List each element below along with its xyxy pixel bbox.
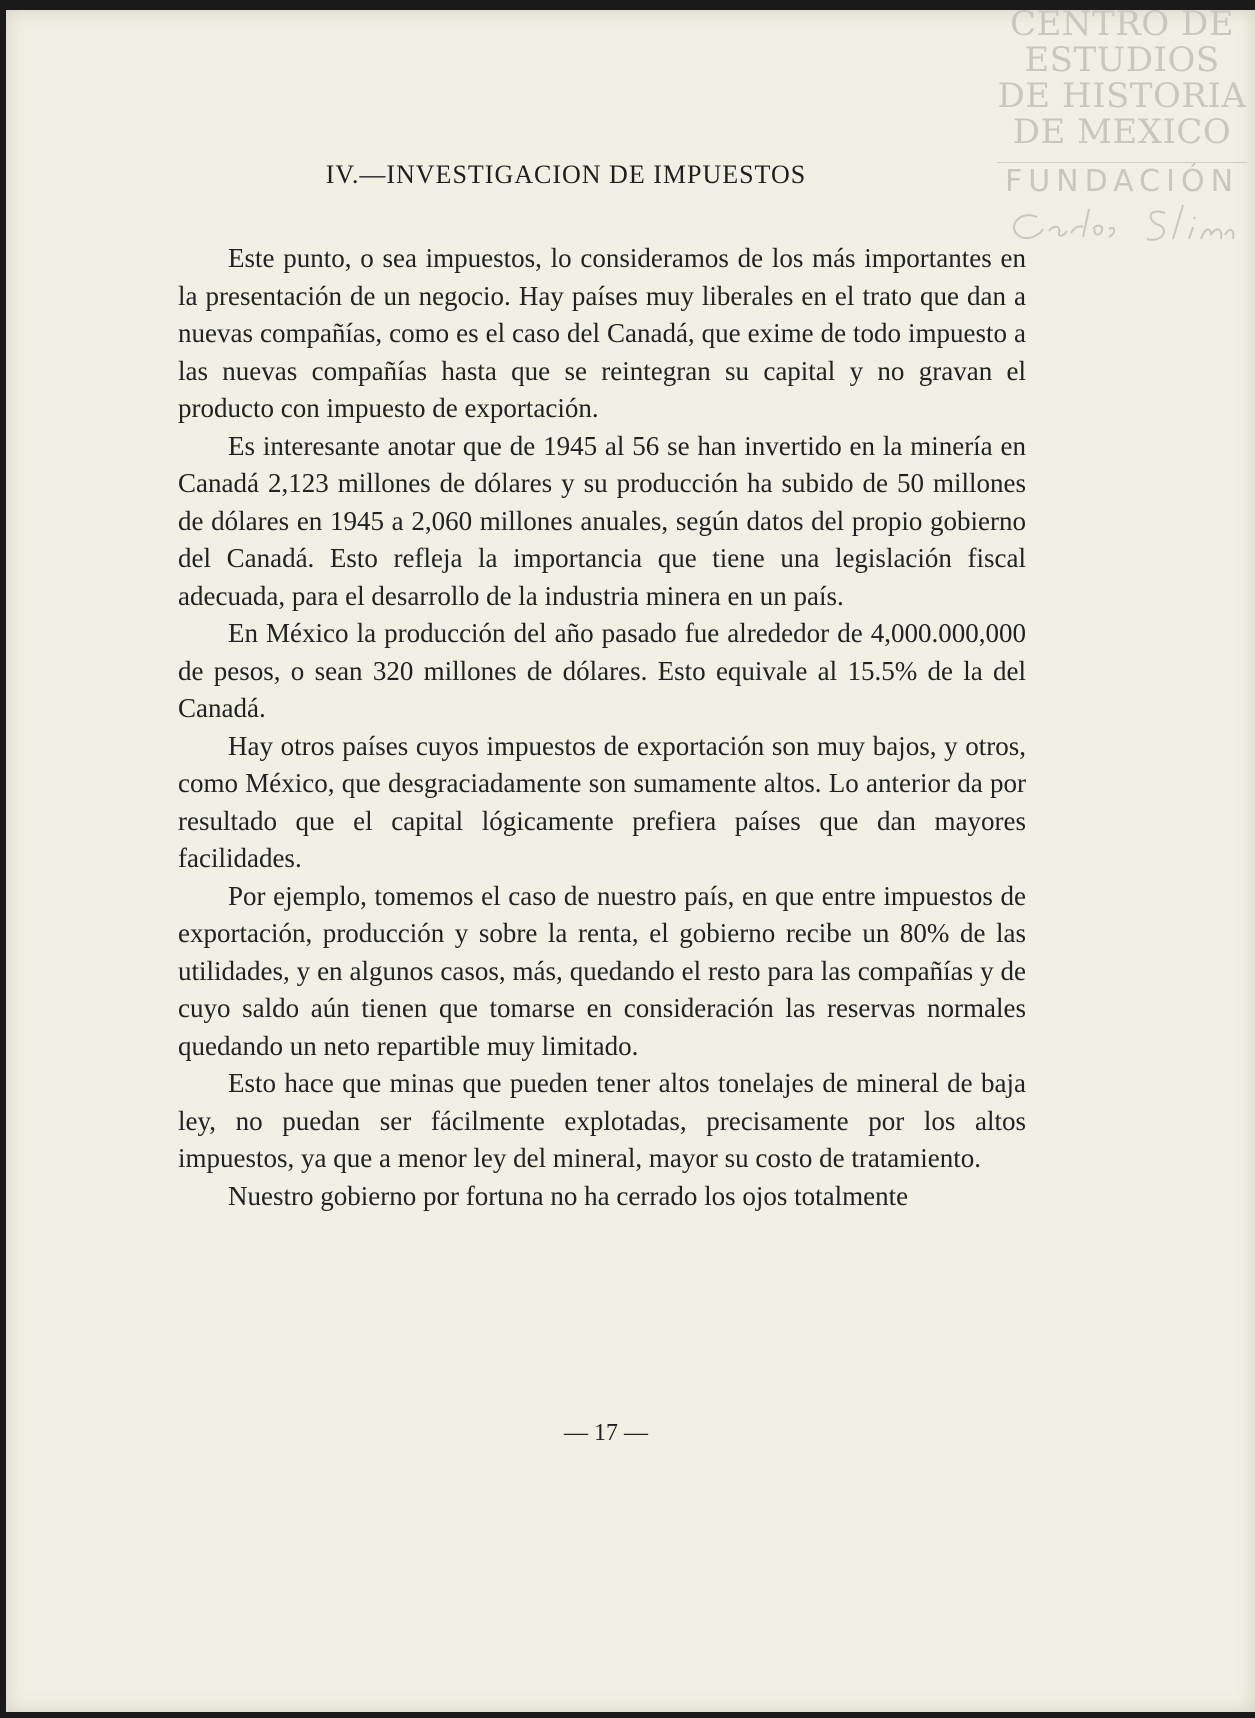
signature-logo: [997, 199, 1247, 249]
document-page: [6, 4, 1255, 1712]
watermark-line: DE MEXICO: [1012, 112, 1232, 152]
paragraph: Nuestro gobierno por fortuna no ha cerrado los ojos totalmente: [228, 1180, 909, 1211]
paragraph: Este punto, o sea impuestos, lo consideramos de los más importantes en la presentación de un negocio. Hay países muy liberales en el trato que dan a nuevas compañías, como es el caso del Canadá, que exime de todo impuesto a las nuevas compañías hasta que se reintegran su capital y no gravan el producto con impuesto de exportación.: [178, 243, 1026, 423]
section-title: [6, 160, 1206, 190]
paragraph: Es interesante anotar que de 1945 al 56 se han invertido en la minería en Canadá 2,123 millones de dólares y su producción ha subido de 50 millones de dólares en 1945 a 2,060 millones anuales, según datos del propio gobierno del Canadá. Esto refleja la importancia que tiene una legislación fiscal adecuada, para el desarrollo de la industria minera en un país.: [178, 430, 1026, 611]
paragraph: Hay otros países cuyos impuestos de exportación son muy bajos, y otros, como México, que desgraciadamente son sumamente altos. Lo anterior da por resultado que el capital lógicamente prefiera países que dan mayores facilidades.: [178, 730, 1026, 873]
watermark-foundation: FUNDACIÓN: [1004, 164, 1240, 199]
body-text: [178, 240, 1026, 1215]
signature-icon: [997, 199, 1247, 249]
paragraph: Por ejemplo, tomemos el caso de nuestro país, en que entre impuestos de exportación, producción y sobre la renta, el gobierno recibe un 80% de las utilidades, y en algunos casos, más, quedando el resto para las compañías y de cuyo saldo aún tienen que tomarse en consideración las reservas normales quedando un neto repartible muy limitado.: [178, 880, 1026, 1061]
watermark-line: DE HISTORIA: [997, 76, 1247, 116]
watermark-line: CENTRO DE: [1009, 4, 1235, 44]
watermark-line: ESTUDIOS: [1024, 40, 1220, 80]
paragraph: En México la producción del año pasado fue alrededor de 4,000.000,000 de pesos, o sean 320 millones de dólares. Esto equivale al 15.5% de la del Canadá.: [178, 618, 1026, 723]
paragraph: Esto hace que minas que pueden tener altos tonelajes de mineral de baja ley, no puedan ser fácilmente explotadas, precisamente por los altos impuestos, ya que a menor ley del mineral, mayor su costo de tratamiento.: [178, 1068, 1026, 1173]
page-number: — 17 —: [564, 1420, 648, 1446]
watermark: [997, 6, 1247, 249]
section-title-text: IV.—INVESTIGACION DE IMPUESTOS: [325, 160, 807, 189]
